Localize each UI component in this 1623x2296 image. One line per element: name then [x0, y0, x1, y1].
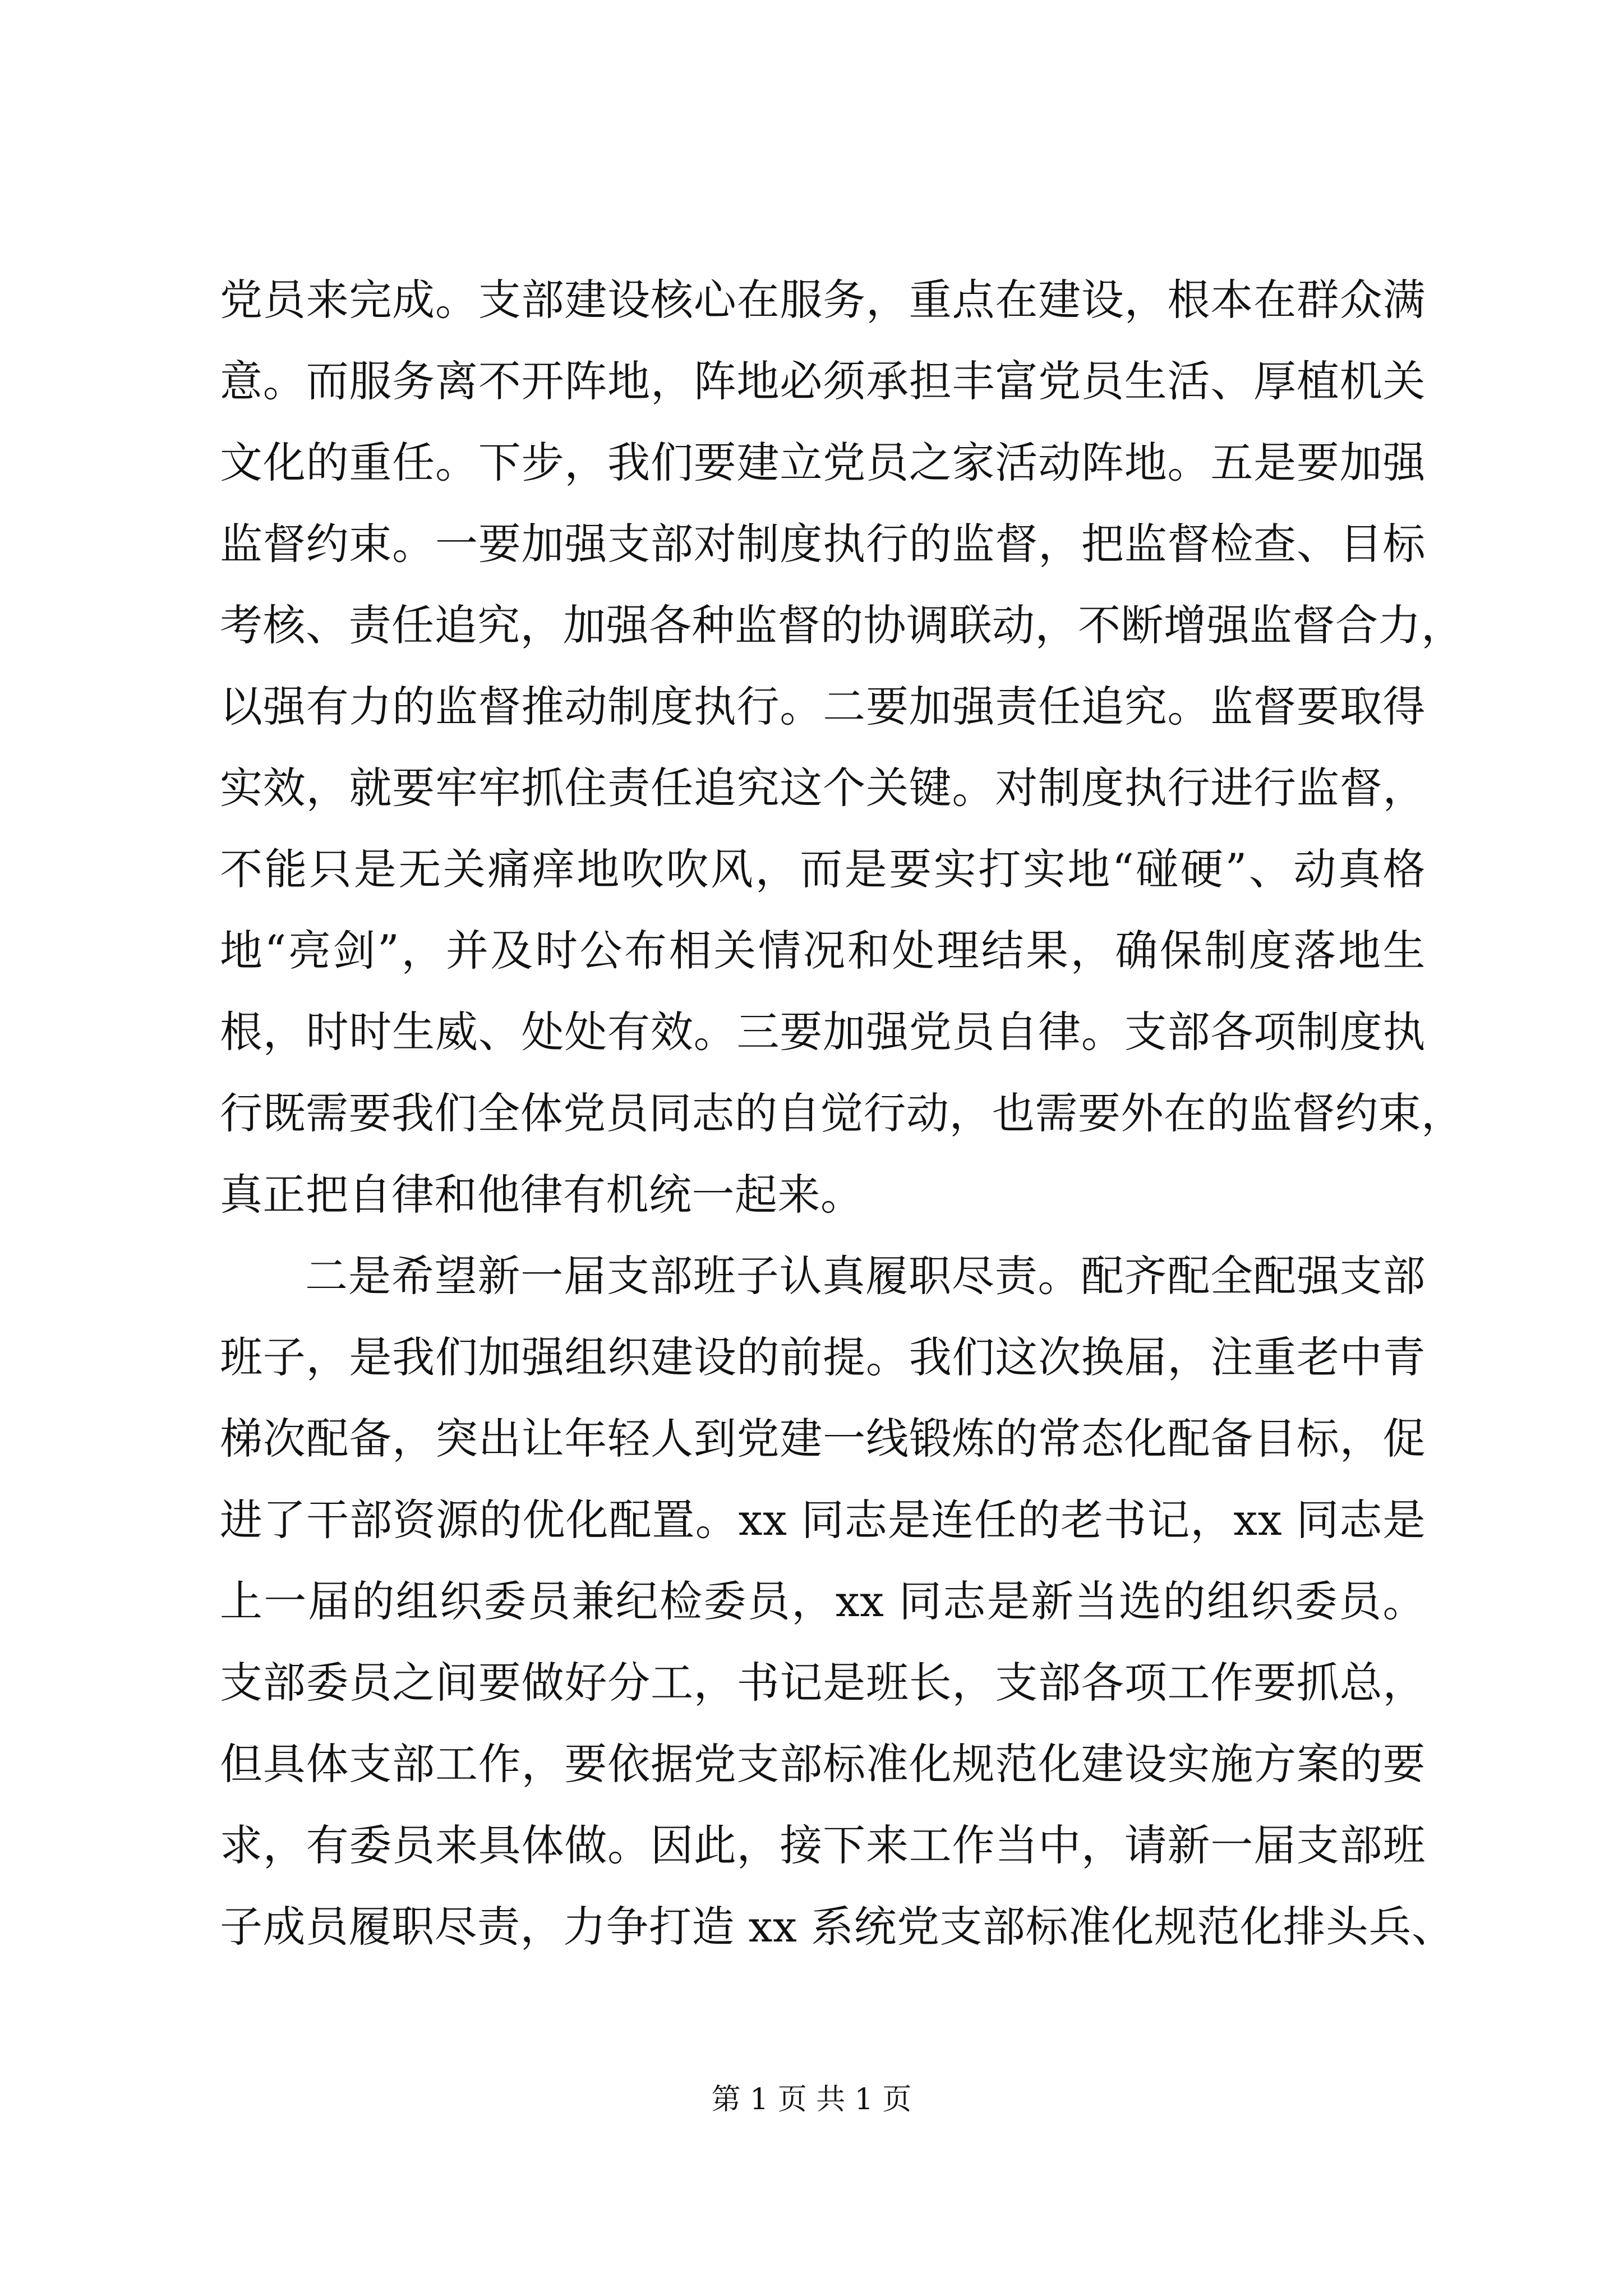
paragraph-line: 考核、责任追究，加强各种监督的协调联动，不断增强监督合力， — [220, 600, 1464, 650]
paragraph-line: 根，时时生威、处处有效。三要加强党员自律。支部各项制度执 — [220, 1007, 1426, 1057]
paragraph-line: 梯次配备，突出让年轻人到党建一线锻炼的常态化配备目标，促 — [220, 1414, 1426, 1464]
paragraph-line: 地“亮剑”，并及时公布相关情况和处理结果，确保制度落地生 — [220, 926, 1426, 976]
paragraph-line: 意。而服务离不开阵地，阵地必须承担丰富党员生活、厚植机关 — [220, 356, 1426, 406]
paragraph-line: 班子，是我们加强组织建设的前提。我们这次换届，注重老中青 — [220, 1332, 1426, 1382]
paragraph-line: 子成员履职尽责，力争打造 xx 系统党支部标准化规范化排头兵、 — [220, 1902, 1455, 1952]
paragraph-line: 以强有力的监督推动制度执行。二要加强责任追究。监督要取得 — [220, 682, 1426, 731]
paragraph-line: 支部委员之间要做好分工，书记是班长，支部各项工作要抓总， — [220, 1658, 1426, 1708]
paragraph-line: 求，有委员来具体做。因此，接下来工作当中，请新一届支部班 — [220, 1820, 1426, 1870]
paragraph-line: 文化的重任。下步，我们要建立党员之家活动阵地。五是要加强 — [220, 438, 1426, 487]
document-body — [220, 259, 1464, 1967]
paragraph-line: 上一届的组织委员兼纪检委员，xx 同志是新当选的组织委员。 — [220, 1576, 1426, 1626]
paragraph-line: 进了干部资源的优化配置。xx 同志是连任的老书记，xx 同志是 — [220, 1495, 1426, 1545]
paragraph-line: 实效，就要牢牢抓住责任追究这个关键。对制度执行进行监督， — [220, 763, 1426, 813]
paragraph-line: 真正把自律和他律有机统一起来。 — [220, 1170, 864, 1220]
page-number-footer: 第 1 页 共 1 页 — [711, 2083, 912, 2116]
paragraph-line: 党员来完成。支部建设核心在服务，重点在建设，根本在群众满 — [220, 275, 1426, 325]
paragraph-line: 监督约束。一要加强支部对制度执行的监督，把监督检查、目标 — [220, 519, 1426, 569]
paragraph-line: 二是希望新一届支部班子认真履职尽责。配齐配全配强支部 — [305, 1251, 1426, 1301]
paragraph-line: 不能只是无关痛痒地吹吹风，而是要实打实地“碰硬”、动真格 — [220, 844, 1426, 894]
paragraph-line: 但具体支部工作，要依据党支部标准化规范化建设实施方案的要 — [220, 1739, 1426, 1789]
paragraph-line: 行既需要我们全体党员同志的自觉行动，也需要外在的监督约束， — [220, 1088, 1464, 1138]
